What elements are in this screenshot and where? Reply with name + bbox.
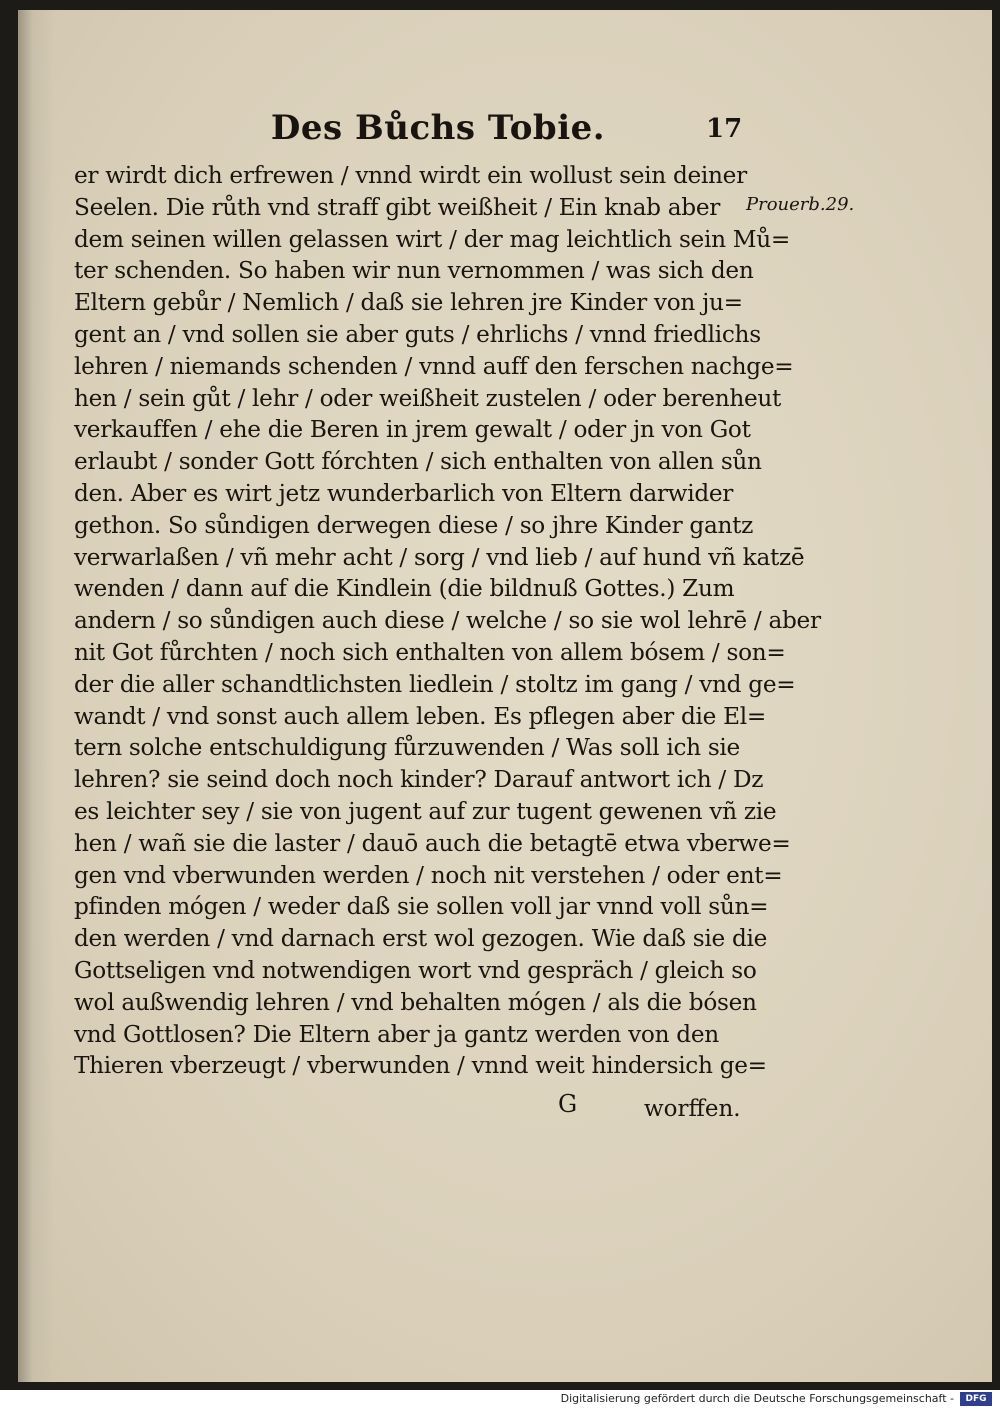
text-line: andern / so sůndigen auch diese / welche / so sie wol lehrē / aber bbox=[74, 607, 821, 635]
text-line: gen vnd vberwunden werden / noch nit verstehen / oder ent= bbox=[74, 861, 783, 889]
text-line: er wirdt dich erfrewen / vnnd wirdt ein wollust sein deiner bbox=[74, 162, 747, 189]
gutter-shadow bbox=[18, 10, 54, 1382]
folio-number: 17 bbox=[706, 114, 743, 144]
running-head: Des Bůchs Tobie. bbox=[270, 108, 606, 148]
text-line: Seelen. Die růth vnd straff gibt weißheit / Ein knab aber bbox=[74, 193, 721, 221]
text-line: den werden / vnd darnach erst wol gezogen. Wie daß sie die bbox=[74, 925, 768, 953]
text-line: Gottseligen vnd notwendigen wort vnd gespräch / gleich so bbox=[74, 956, 757, 984]
dfg-logo: DFG bbox=[960, 1392, 992, 1406]
text-line: der die aller schandtlichsten liedlein / stoltz im gang / vnd ge= bbox=[74, 670, 796, 698]
text-line: hen / sein gůt / lehr / oder weißheit zustelen / oder berenheut bbox=[74, 384, 782, 412]
text-line: vnd Gottlosen? Die Eltern aber ja gantz werden von den bbox=[74, 1020, 719, 1048]
text-line: tern solche entschuldigung fůrzuwenden / Was soll ich sie bbox=[74, 734, 740, 762]
text-line: erlaubt / sonder Gott fórchten / sich enthalten von allen sůn bbox=[74, 448, 762, 476]
text-line: Eltern gebůr / Nemlich / daß sie lehren jre Kinder von ju= bbox=[74, 289, 743, 317]
text-line: ter schenden. So haben wir nun vernommen / was sich den bbox=[74, 257, 754, 285]
text-line: gent an / vnd sollen sie aber guts / ehrlichs / vnnd friedlichs bbox=[74, 320, 761, 348]
text-line: verwarlaßen / vñ mehr acht / sorg / vnd lieb / auf hund vñ katzē bbox=[74, 543, 805, 571]
catchword: worffen. bbox=[644, 1096, 741, 1122]
text-line: lehren / niemands schenden / vnnd auff den ferschen nachge= bbox=[74, 352, 794, 380]
text-line: wandt / vnd sonst auch allem leben. Es pflegen aber die El= bbox=[74, 702, 767, 730]
text-line: wenden / dann auf die Kindlein (die bildnuß Gottes.) Zum bbox=[74, 575, 735, 603]
text-line: pfinden mógen / weder daß sie sollen voll jar vnnd voll sůn= bbox=[74, 893, 769, 921]
text-line: gethon. So sůndigen derwegen diese / so jhre Kinder gantz bbox=[74, 511, 754, 539]
text-line: den. Aber es wirt jetz wunderbarlich von Eltern darwider bbox=[74, 479, 734, 507]
text-line: wol außwendig lehren / vnd behalten mógen / als die bósen bbox=[74, 988, 757, 1016]
footer-bar bbox=[0, 1390, 1000, 1410]
text-line: nit Got fůrchten / noch sich enthalten von allem bósem / son= bbox=[74, 638, 786, 666]
text-line: Thieren vberzeugt / vberwunden / vnnd weit hindersich ge= bbox=[74, 1052, 767, 1080]
text-line: lehren? sie seind doch noch kinder? Darauf antwort ich / Dz bbox=[74, 766, 764, 794]
text-line: hen / wañ sie die laster / dauō auch die betagtē etwa vberwe= bbox=[74, 829, 791, 857]
text-line: dem seinen willen gelassen wirt / der mag leichtlich sein Mů= bbox=[74, 225, 791, 253]
margin-note: Prouerb.29. bbox=[746, 194, 855, 215]
text-line: es leichter sey / sie von jugent auf zur tugent gewenen vñ zie bbox=[74, 797, 777, 825]
book-page bbox=[18, 10, 992, 1382]
text-line: verkauffen / ehe die Beren in jrem gewalt / oder jn von Got bbox=[74, 416, 751, 444]
footer-text: Digitalisierung gefördert durch die Deutsche Forschungsgemeinschaft - bbox=[560, 1392, 954, 1405]
signature-mark: G bbox=[558, 1090, 578, 1118]
